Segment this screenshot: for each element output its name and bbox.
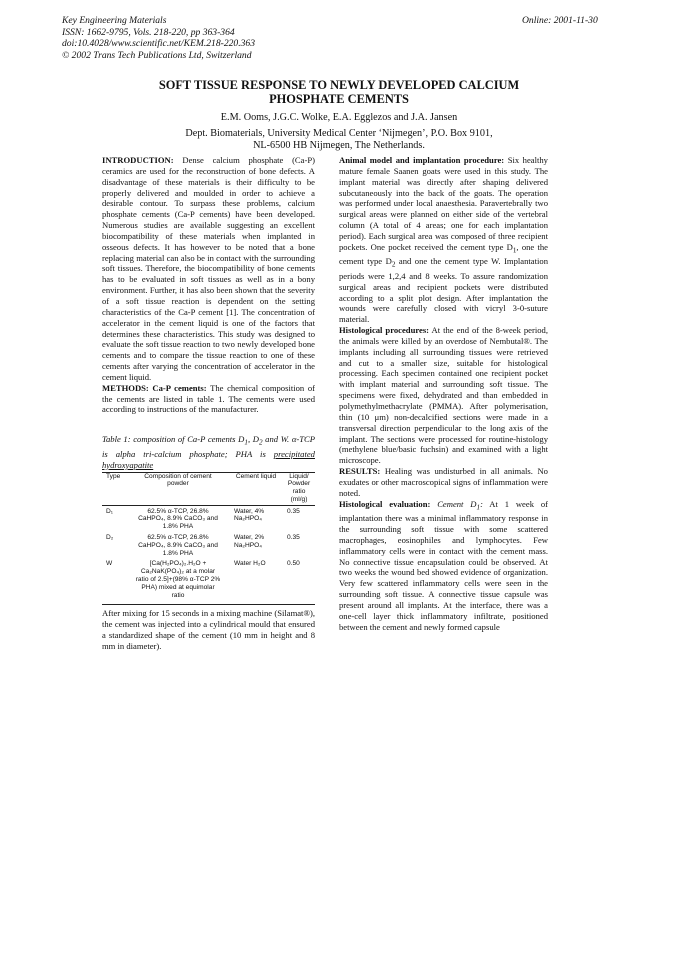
composition-table (102, 472, 315, 606)
cell-liquid: Water, 4% Na₂HPO₄ (234, 507, 265, 523)
after-table-paragraph: After mixing for 15 seconds in a mixing machine (Silamat®), the cement was injected into a cylindrical mould that ensured a standardized shape of the cement (10 mm in height and 8 mm in diameter). (102, 608, 315, 651)
cell-ratio: 0.50 (287, 560, 300, 568)
histological-procedures-heading: Histological procedures: (339, 325, 430, 336)
cell-type: D₁ (106, 507, 113, 515)
right-column (339, 155, 548, 632)
results-heading: RESULTS: (339, 466, 381, 477)
histological-evaluation-paragraph: Histological evaluation: Cement $D_1$: At 1 week of implantation there was a minimal inflammatory response in the surrounding soft tissue with some scattered macrophages, eosinophiles and lymphocytes. Few inflammatory cells were in contact with the cement mass. No connective tissue encapsulation could be observed. At two weeks the wound bed showed evidence of organization. Very few scattered inflammatory cells were seen in the surrounding soft tissue. A connective tissue capsule was present around all implants. At the interface, there was a one-cell layer thick inflammatory infiltrate, positioned between the cement and newly formed capsule (339, 498, 548, 632)
header-type: Type (106, 472, 121, 480)
cell-composition: [Ca(H₂PO₄)₂.H₂O + Ca₂NaK(PO₄)₂ at a molar ratio of 2.5]+(98% α-TCP 2% PHA) mixed at equimolar ratio (135, 560, 221, 599)
table-row (102, 508, 315, 531)
introduction-heading: INTRODUCTION: (102, 155, 174, 165)
animal-model-heading: Animal model and implantation procedure: (339, 155, 505, 165)
affiliation-line-1: Dept. Biomaterials, University Medical Center ‘Nijmegen’, P.O. Box 9101, (185, 128, 493, 139)
journal-header (62, 15, 255, 61)
copyright-line: © 2002 Trans Tech Publications Ltd, Switzerland (62, 49, 252, 61)
header-composition: Composition of cement powder (144, 472, 212, 488)
animal-model-paragraph: Animal model and implantation procedure: Six healthy mature female Saanen goats were used in this study. The implant material was directly after shaping delivered subcutaneously into the back of the goats. The operation was performed under local anaesthesia. Paravertebrally two surgical areas were planned on either side of the vertebral column (A total of 4 areas; one for each implantation period). Each surgical area was composed of three recipient pockets. One pocket received the cement type $D_1$, one the cement type $D_2$ and one the cement type W. Implantation periods were 1,2,4 and 8 weeks. To assure randomization surgical areas and recipient pockets were distributed according to a split plot design. After implantation the wounds were carefully closed with vicryl 3-0-suture material. (339, 155, 548, 325)
table-caption: Table 1: composition of Ca-P cements $D_1$, $D_2$ and W. α-TCP is alpha tri-calcium phosphate; PHA is precipitated hydroxyapatite (102, 434, 315, 470)
paper-title (100, 78, 578, 107)
cell-type: D₂ (106, 534, 114, 542)
issn-line: ISSN: 1662-9795, Vols. 218-220, pp 363-364 (62, 26, 235, 38)
table-row (102, 560, 315, 599)
cell-composition: 62.5% α-TCP, 26.8% CaHPO₄, 8.9% CaCO₃ and 1.8% PHA (138, 534, 218, 557)
header-ratio: Liquid/ Powder ratio (ml/g) (287, 472, 311, 503)
histological-procedures-paragraph: Histological procedures: At the end of the 8-week period, the animals were killed by an overdose of Nembutal®. The implants including all surrounding tissues were retrieved and cut to a smaller size, suitable for histological processing. Each specimen contained one recipient pocket with implant material and surrounding soft tissue. The specimens were fixed, dehydrated and than embedded in polymethylmethacrylate (PMMA). After polymerisation, thin (10 μm) non-decalcified sections were made in a transversal direction perpendicular to the long axis of the implant. The sections were processed for routine-histology (methylene blue/basic fuchsin) and examined with a light microscope. (339, 325, 548, 466)
methods-heading: METHODS: Ca-P cements: (102, 382, 207, 393)
table-header-row (102, 473, 315, 506)
cell-composition: 62.5% α-TCP, 26.8% CaHPO₄, 8.9% CaCO₃ and 1.8% PHA (138, 507, 218, 531)
cell-ratio: 0.35 (287, 507, 300, 515)
table-row (102, 534, 315, 557)
affiliation (100, 128, 578, 153)
methods-paragraph (102, 383, 315, 416)
cell-liquid: Water, 2% Na₂HPO₄ (234, 534, 265, 549)
results-paragraph: RESULTS: Healing was undisturbed in all animals. No exudates or other macroscopical signs of inflammation were noted. (339, 466, 548, 498)
affiliation-line-2: NL-6500 HB Nijmegen, The Netherlands. (253, 140, 425, 152)
title-line-2: PHOSPHATE CEMENTS (269, 92, 409, 107)
methods-text: The chemical composition of the cements are listed in table 1. The cements were used according to instructions of the manufacturer. (102, 382, 315, 415)
cell-liquid: Water H₂O (234, 560, 266, 568)
online-date: Online: 2001-11-30 (522, 15, 598, 26)
header-liquid: Cement liquid (235, 472, 277, 480)
introduction-text: Dense calcium phosphate (Ca-P) ceramics are used for the reconstruction of bone defects. A disadvantage of these materials is their difficulty to be properly delivered and moulded in order to achieve a desirable contour. To surpass these problems, calcium phosphate cements (Ca-P cements) have been developed. Numerous studies are available suggesting an excellent biocompatibility of these materials when implanted in osseous defects. It has however to be noted that a bone replacing material can also be in contact with the surrounding soft tissues. Therefore, the biocompatibility of bone cements has to be evaluated in soft tissues as well as in a bony environment. Further, it has also been shown that the severity of a soft tissue reaction is dependent on the setting characteristics of the Ca-P cement [1]. The concentration of accelerator in the cement liquid is one of the factors that determines these characteristics. This study was designed to evaluate the soft tissue reaction to two newly developed bone cements and to compare the tissue reaction to one of these cements after varying the concentration of accelerator in the cement liquid. (102, 155, 315, 382)
cell-type: W (106, 560, 113, 568)
introduction-paragraph (102, 155, 315, 383)
title-line-1: SOFT TISSUE RESPONSE TO NEWLY DEVELOPED CALCIUM (158, 78, 520, 92)
histological-evaluation-heading: Histological evaluation: (339, 498, 431, 509)
journal-name: Key Engineering Materials (62, 15, 167, 26)
authors: E.M. Ooms, J.G.C. Wolke, E.A. Egglezos and J.A. Jansen (220, 112, 458, 123)
cell-ratio: 0.35 (287, 534, 300, 542)
doi-line: doi:10.4028/www.scientific.net/KEM.218-220.363 (62, 38, 256, 50)
left-column (102, 155, 315, 652)
